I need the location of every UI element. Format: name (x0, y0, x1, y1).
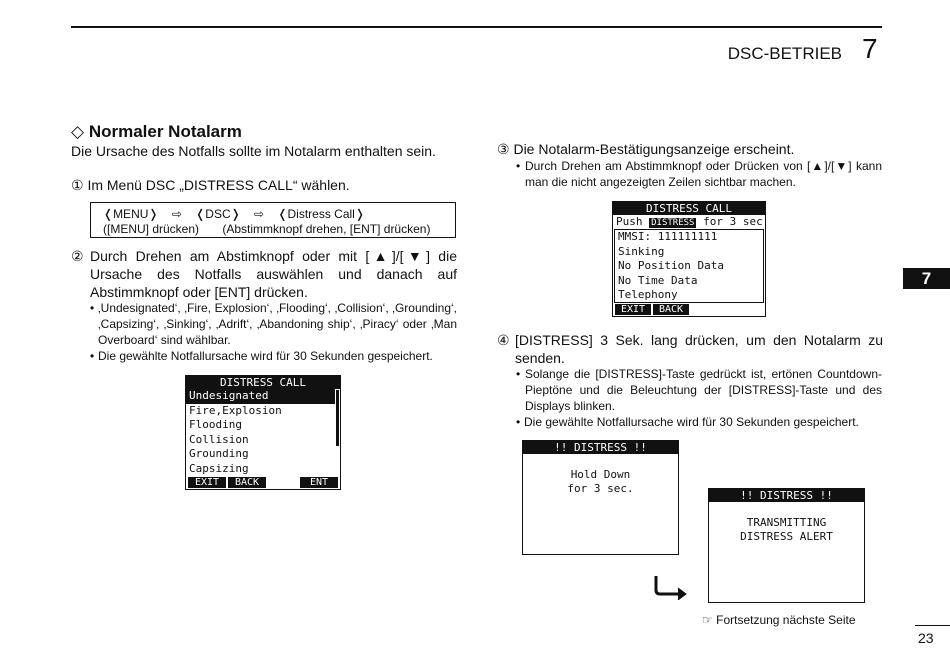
lcd-title: !! DISTRESS !! (523, 441, 678, 454)
continue-text: Fortsetzung nächste Seite (716, 613, 856, 627)
page-number: 23 (918, 630, 934, 646)
step-1 (71, 177, 350, 194)
step-2-text: Durch Drehen am Abstimknopf oder mit [▲]/[▼] die Ursache des Notfalls auswählen und danach auf Abstimmknopf oder [ENT] drücken. (90, 248, 457, 300)
menu-path-box (90, 202, 456, 238)
lcd-title: DISTRESS CALL (186, 376, 340, 389)
lcd-line: for 3 sec. (567, 482, 634, 495)
lcd-row: No Time Data (618, 273, 698, 287)
step-1-text: Im Menü DSC „DISTRESS CALL“ wählen. (87, 177, 350, 193)
back-softkey: BACK (228, 477, 266, 488)
lcd-row: MMSI: 111111111 (618, 230, 718, 243)
step-4-text: [DISTRESS] 3 Sek. lang drücken, um den Notalarm zu senden. (515, 332, 883, 366)
menu-path-item: ❬DSC❭ (195, 207, 241, 221)
arrow-right-icon: ⇨ (171, 207, 182, 221)
bullet-countdown-text: Solange die [DISTRESS]-Taste gedrückt ist, ertönen Countdown-Pieptöne und die Beleuchtung der [DISTRESS]-Taste und des Displays blinken. (525, 367, 882, 413)
lcd-title: !! DISTRESS !! (709, 489, 864, 502)
chapter-side-tab (903, 268, 950, 289)
continue-note (702, 613, 856, 627)
lcd-line: DISTRESS ALERT (740, 530, 833, 543)
scrollbar (336, 390, 339, 446)
lcd-push-line (613, 215, 765, 229)
lcd-row: Grounding (189, 447, 249, 460)
lcd-line: TRANSMITTING (746, 516, 827, 529)
side-tab-label: 7 (921, 269, 932, 288)
pointing-hand-icon: ☞ (702, 613, 713, 627)
step-3-text: Die Notalarm-Bestätigungsanzeige erscheint. (513, 141, 795, 157)
back-softkey: BACK (653, 304, 689, 315)
lcd-row: Fire,Explosion (189, 403, 282, 417)
lcd-row: No Position Data (618, 259, 724, 272)
header-rule (71, 26, 882, 28)
bullet-saved: • Die gewählte Notfallursache wird für 30 Sekunden gespeichert. (90, 348, 470, 364)
lcd-line: Hold Down (570, 468, 631, 481)
lcd-title: DISTRESS CALL (613, 202, 765, 215)
menu-path-sub: (Abstimmknopf drehen, [ENT] drücken) (222, 222, 431, 236)
push-tail: for 3 sec (703, 215, 763, 228)
lcd-info-frame (614, 229, 764, 303)
lcd-row: Collision (189, 432, 249, 446)
intro-text: Die Ursache des Notfalls sollte im Notalarm enthalten sein. (71, 143, 436, 159)
footer-rule (915, 625, 950, 626)
step-3-number: ③ (497, 141, 510, 157)
step-4-number: ④ (497, 332, 510, 348)
lcd-distress-call-menu (185, 375, 341, 490)
lcd-row: Capsizing (189, 461, 249, 475)
chapter-number: 7 (862, 33, 878, 64)
menu-path-item: ❬Distress Call❭ (277, 207, 365, 221)
section-title: DSC-BETRIEB (727, 44, 842, 63)
arrow-right-icon: ⇨ (254, 207, 265, 221)
exit-softkey: EXIT (615, 304, 651, 315)
lcd-hold-down (522, 440, 679, 555)
bullet-saved-2: • Die gewählte Notfallursache wird für 30 Sekunden gespeichert. (516, 414, 896, 430)
lcd-row: Undesignated (186, 389, 335, 404)
lcd-row: Flooding (189, 418, 242, 431)
bullet-causes: • ‚Undesignated‘, ‚Fire, Explosion‘, ‚Flooding‘, ‚Collision‘, ‚Grounding‘, ‚Capsizing‘, ‚Sinking‘, ‚Adrift‘, ‚Abandoning ship‘, ‚Piracy‘ oder ‚Man Overboard‘ sind wählbar. (90, 301, 457, 347)
diamond-icon: ◇ (71, 122, 85, 141)
push-label: Push (616, 215, 643, 228)
bullet-countdown: • Solange die [DISTRESS]-Taste gedrückt ist, ertönen Countdown-Pieptöne und die Beleuchtung der [DISTRESS]-Taste und des Displays blinken. (516, 367, 882, 413)
next-screen-arrow-icon (650, 572, 690, 600)
ent-softkey: ENT (300, 477, 338, 488)
step-2 (71, 247, 457, 301)
bullet-scroll-text: Durch Drehen am Abstimmknopf oder Drücken von [▲]/[▼] kann man die nicht angezeigten Zeilen sichtbar machen. (525, 159, 882, 189)
lcd-row: Sinking (618, 244, 665, 258)
exit-softkey: EXIT (188, 477, 226, 488)
step-1-number: ① (71, 177, 84, 193)
lcd-distress-confirm (612, 201, 766, 317)
bullet-saved-2-text: Die gewählte Notfallursache wird für 30 Sekunden gespeichert. (524, 415, 859, 429)
bullet-causes-text: ‚Undesignated‘, ‚Fire, Explosion‘, ‚Flooding‘, ‚Collision‘, ‚Grounding‘, ‚Capsizing‘, ‚Sinking‘, ‚Adrift‘, ‚Abandoning ship‘, ‚Piracy‘ oder ‚Man Overboard‘ sind wählbar. (98, 301, 457, 347)
lcd-row: Telephony (618, 288, 678, 301)
bullet-scroll: • Durch Drehen am Abstimmknopf oder Drücken von [▲]/[▼] kann man die nicht angezeigten Zeilen sichtbar machen. (516, 159, 882, 189)
step-3 (497, 141, 794, 158)
menu-path-sub: ([MENU] drücken) (103, 222, 200, 236)
bullet-saved-text: Die gewählte Notfallursache wird für 30 Sekunden gespeichert. (98, 349, 433, 363)
section-heading (71, 122, 242, 142)
lcd-transmitting (708, 488, 865, 603)
step-2-number: ② (71, 248, 84, 264)
menu-path-item: ❬MENU❭ (103, 207, 159, 221)
distress-key-label: DISTRESS (651, 218, 695, 228)
heading-text: Normaler Notalarm (88, 122, 242, 141)
step-4 (497, 331, 883, 367)
